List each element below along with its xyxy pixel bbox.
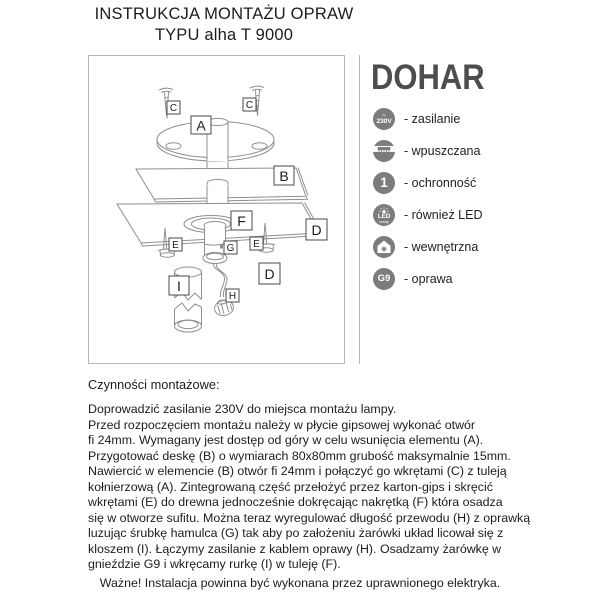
brand-logo: DOHAR <box>371 57 485 98</box>
lamp-body-tube <box>203 228 227 264</box>
legend-label: - wewnętrzna <box>404 240 479 254</box>
part-label-i: I <box>177 278 181 294</box>
legend-label: - wpuszczana <box>404 144 481 158</box>
part-label-e2: E <box>253 239 260 250</box>
legend-label: - oprawa <box>404 272 453 286</box>
part-label-d1: D <box>311 222 322 238</box>
g9-socket-icon <box>373 268 395 290</box>
legend-item-led <box>373 204 483 226</box>
part-label-a: A <box>196 117 206 134</box>
part-label-c2: C <box>245 100 254 111</box>
instruction-line: fi 24mm. Wymagany jest dostęp od góry w celu wsunięcia elementu (A). <box>88 433 484 448</box>
class-1-glyph: 1 <box>380 175 388 190</box>
instruction-line: wkrętami (E) do drewna jednocześnie dokręcając nakrętką (F) która osadza <box>88 495 503 510</box>
part-label-d2: D <box>264 266 275 282</box>
power-230v-icon <box>373 108 395 130</box>
ready-glyph: ready <box>379 220 389 224</box>
indoor-use-icon <box>373 236 395 258</box>
instruction-line: kloszem (I). Łączymy zasilanie z kablem oprawy (H). Osadzamy żarówkę w <box>88 541 502 556</box>
legend-label: - zasilanie <box>404 112 461 126</box>
recessed-mount-icon <box>373 140 395 162</box>
led-glyph: LED <box>377 213 391 220</box>
instruction-line: gnieździe G9 i wkręcamy rurkę (I) w tuleję (F). <box>88 557 341 572</box>
instruction-line: Przygotować deskę (B) o wymiarach 80x80mm grubość maksymalnie 15mm. <box>88 448 511 463</box>
legend-item-recessed <box>373 140 480 162</box>
part-label-b: B <box>279 168 289 184</box>
instruction-line: luzując śrubkę hamulca (G) tak aby po założeniu żarówki układ licował się z <box>88 526 504 541</box>
g9-glyph: G9 <box>377 273 391 284</box>
part-label-h: H <box>228 291 237 302</box>
legend-item-socket <box>373 268 453 290</box>
legend-label: - również LED <box>404 208 483 222</box>
instructions-paragraph <box>88 402 530 573</box>
instruction-line: kołnierzową (A). Zintegrowaną część przełożyć przez karton-gips i skręcić <box>88 479 493 494</box>
instruction-line: Nawiercić w elemencie (B) otwór fi 24mm i połączyć go wkrętami (C) z tuleją <box>88 464 507 479</box>
assembly-diagram <box>88 55 345 364</box>
protection-class-icon <box>373 172 395 194</box>
part-label-c1: C <box>169 103 178 114</box>
legend-item-power <box>373 108 460 130</box>
legend-label: - ochronność <box>404 176 477 190</box>
legend-item-protection <box>373 172 476 194</box>
led-ready-icon <box>373 204 395 226</box>
instructions-heading: Czynności montażowe: <box>88 377 220 392</box>
exploded-view-drawing <box>89 56 344 363</box>
part-label-g: G <box>226 243 235 254</box>
page-title-line1: INSTRUKCJA MONTAŻU OPRAW <box>94 5 354 23</box>
instruction-line: Przed rozpoczęciem montażu należy w płycie gipsowej wykonać otwór <box>88 417 476 432</box>
vertical-divider <box>359 55 360 364</box>
legend-item-indoor <box>373 236 478 258</box>
warning-note: Ważne! Instalacja powinna być wykonana przez uprawnionego elektryka. <box>99 576 501 590</box>
power-cable <box>213 263 227 298</box>
tilde-glyph: ~ <box>381 111 387 120</box>
instruction-line: się w otworze sufitu. Można teraz wyregulować długość przewodu (H) z oprawką <box>88 510 531 525</box>
part-label-f: F <box>237 213 246 229</box>
instruction-line: Doprowadzić zasilanie 230V do miejsca montażu lampy. <box>88 402 397 416</box>
voltage-glyph: 230V <box>376 118 392 125</box>
page-title-line2: TYPU alha T 9000 <box>154 26 294 44</box>
part-label-e1: E <box>172 240 179 251</box>
